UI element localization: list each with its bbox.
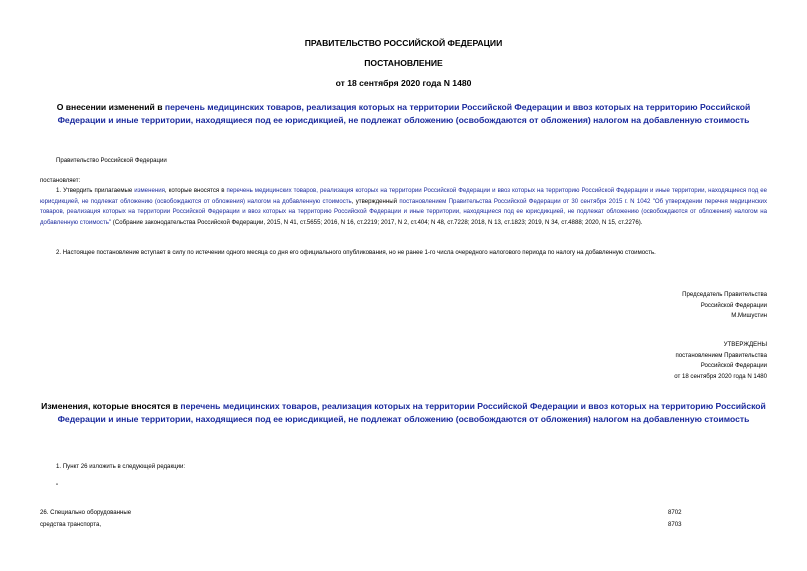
opening-quote: " [56,483,59,490]
approved-by: постановлением Правительства [675,351,767,359]
signature-country: Российской Федерации [700,301,767,309]
decides-text: постановляет: [40,177,81,184]
title-link[interactable]: перечень медицинских товаров, реализация которых на территории Российской Федерации и ввоз которых на территорию Российской Федерации и иные территории, находящиеся под ее юрисдикцией, не подлежат обложению (освобождаются от обложения) налогом на добавленную стоимость [57,102,751,125]
p1-text-c: , утвержденный [351,197,400,205]
change-item-1: 1. Пункт 26 изложить в следующей редакции: [56,463,186,470]
paragraph-2: 2. Настоящее постановление вступает в силу по истечении одного месяца со дня его официального опубликования, но не ранее 1-го числа очередного налогового периода по налогу на добавленную стоимость. [56,249,656,256]
document-title [40,101,767,127]
p1-text-a: 1. Утвердить прилагаемые [56,187,135,194]
date-number-heading: от 18 сентября 2020 года N 1480 [335,78,472,88]
p1-text-d: (Собрание законодательства Российской Федерации, 2015, N 41, ст.5655; 2016, N 16, ст.2219; 2017, N 2, ст.404; N 48, ст.7228; 2018, N 13, ст.1823; 2019, N 34, ст.4888; 2020, N 15, ст.2276). [111,218,643,226]
p1-text-b: , которые вносятся в [164,187,227,194]
p1-link-list[interactable]: перечень медицинских товаров, реализация которых на территории Российской Федерации и ввоз которых на территорию Российской Федерации и иные территории, находящиеся под ее юрисдикцией, не подлежат обложению (освобождаются от обложения) налогом на добавленную стоимость [40,187,768,205]
p1-link-decree[interactable]: постановлением Правительства Российской Федерации от 30 сентября 2015 г. N 1042 "Об утверждении перечня медицинских товаров, реализация которых на территории Российской Федерации и ввоз которых на территорию Российской Федерации и иные территории, находящиеся под ее юрисдикцией, не подлежат обложению (освобождаются от обложения) налогом на добавленную стоимость" [40,197,767,226]
changes-title-link[interactable]: перечень медицинских товаров, реализация которых на территории Российской Федерации и ввоз которых на территорию Российской Федерации и иные территории, находящиеся под ее юрисдикцией, не подлежат обложению (освобождаются от обложения) налогом на добавленную стоимость [57,401,766,424]
signature-name: М.Мишустин [731,312,767,319]
signature-position: Председатель Правительства [682,291,767,298]
paragraph-1 [40,186,767,228]
table-row-2-code: 8703 [668,521,682,528]
table-row-1-code: 8702 [668,509,682,516]
approved-date: от 18 сентября 2020 года N 1480 [674,372,767,380]
signature-block [682,290,767,322]
changes-title-prefix: Изменения, которые вносятся в [41,401,181,411]
approved-label: УТВЕРЖДЕНЫ [723,341,767,348]
changes-title [40,400,767,426]
title-prefix: О внесении изменений в [56,102,165,112]
approved-block [674,340,767,382]
document-type-heading: ПОСТАНОВЛЕНИЕ [364,58,443,68]
p1-link-changes[interactable]: изменения [134,187,165,194]
approved-country: Российской Федерации [700,362,767,369]
table-row-1-name: 26. Специально оборудованные [40,509,132,516]
government-heading: ПРАВИТЕЛЬСТВО РОССИЙСКОЙ ФЕДЕРАЦИИ [304,38,503,48]
table-row-2-name: средства транспорта, [40,521,102,528]
issuer-text: Правительство Российской Федерации [56,157,167,164]
